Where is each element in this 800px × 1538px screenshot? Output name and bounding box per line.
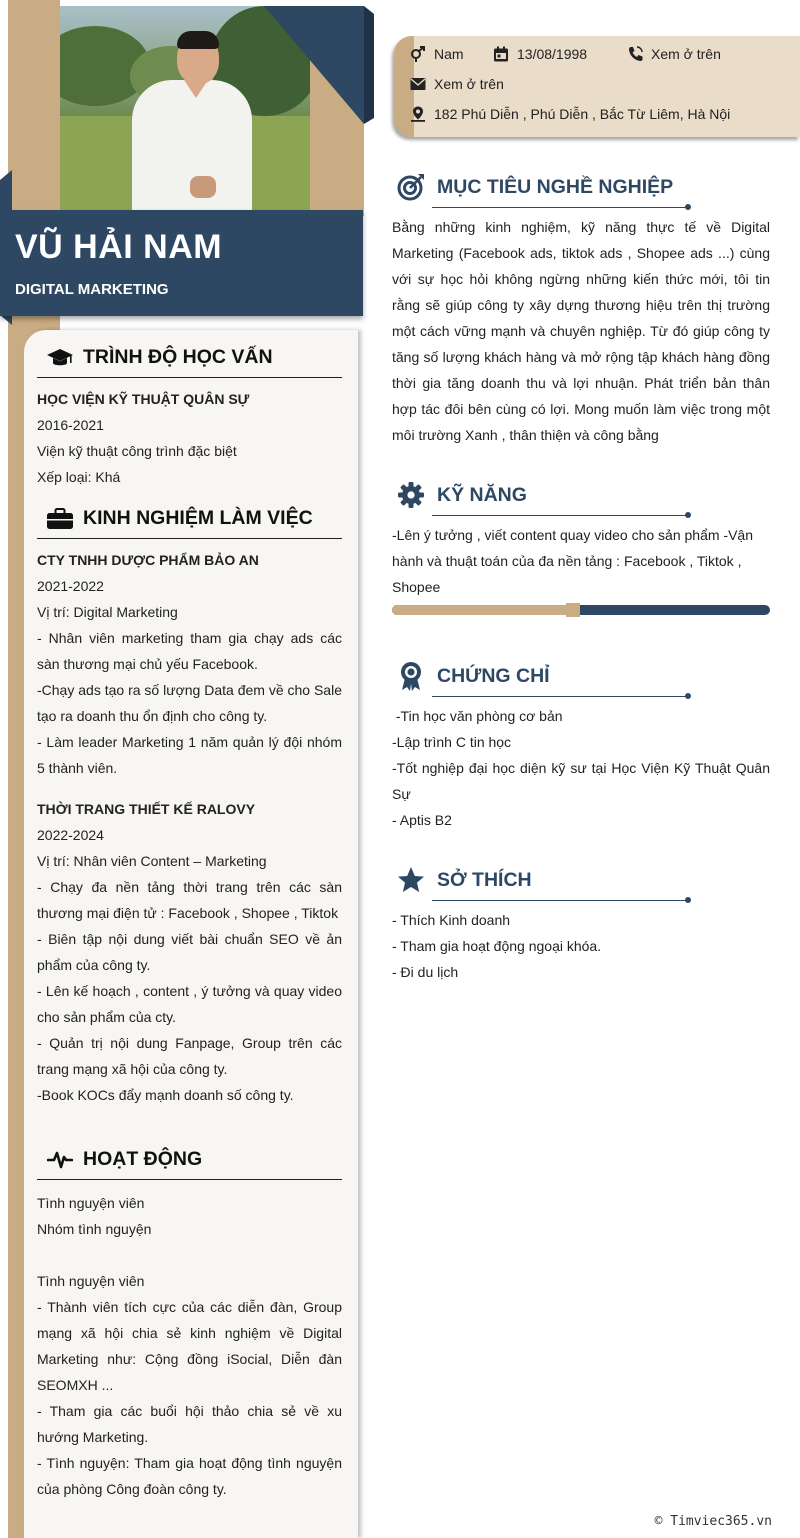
section-header — [392, 659, 770, 693]
map-pin-icon — [410, 106, 426, 122]
section-header — [392, 170, 770, 204]
decorative-ribbon — [264, 6, 374, 124]
birthday-value: 13/08/1998 — [517, 46, 588, 62]
skill-progress-bar — [392, 605, 770, 615]
skills-section — [392, 478, 770, 600]
section-title: KINH NGHIỆM LÀM VIỆC — [83, 507, 313, 529]
objective-text: Bằng những kinh nghiệm, kỹ năng thực tế về Digital Marketing (Facebook ads, tiktok ads , Shopee ads ...) cùng với sự học hỏi không ngừng những kiến thức mới, tôi tin rằng sẽ giúp công ty xây dựng thương hiệu trên thị trường một cách vững mạnh và chuyên nghiệp. Từ đó giúp công ty tăng số lượng khách hàng và mở rộng tập khách hàng đồng thời gia tăng doanh thu và lợi nhuận. Phát triển bản thân hợp tác đôi bên cùng có lợi. Mong muốn làm việc trong một môi trường Xanh , thân thiện và công bằng — [392, 219, 770, 443]
mail-icon — [410, 77, 426, 91]
section-header — [37, 338, 342, 378]
section-title: MỤC TIÊU NGHỀ NGHIỆP — [437, 175, 674, 198]
job-position: Vị trí: Nhân viên Content – Marketing — [37, 853, 267, 869]
job-period: 2022-2024 — [37, 827, 104, 843]
section-header — [37, 1140, 342, 1180]
activity-line: Tình nguyện viên — [37, 1195, 145, 1211]
job-detail: - Quản trị nội dung Fanpage, Group trên các trang mạng xã hội của công ty. — [37, 1035, 342, 1077]
activity-role: Tình nguyện viên — [37, 1273, 145, 1289]
certificates-section — [392, 659, 770, 833]
job-detail: - Nhân viên marketing tham gia chạy ads các sàn thương mại chủ yếu Facebook. — [37, 630, 342, 672]
activity-line: Nhóm tình nguyện — [37, 1221, 152, 1237]
contact-gender — [410, 46, 464, 62]
activity-detail: - Tình nguyện: Tham gia hoạt động tình nguyện của phòng Công đoàn công ty. — [37, 1455, 342, 1497]
contact-address — [410, 106, 730, 122]
address-value: 182 Phú Diễn , Phú Diễn , Bắc Từ Liêm, Hà Nội — [434, 106, 731, 122]
job-detail: -Book KOCs đẩy mạnh doanh số công ty. — [37, 1087, 294, 1103]
job-detail: - Biên tập nội dung viết bài chuẩn SEO về ản phẩm của công ty. — [37, 931, 342, 973]
activity-detail: - Thành viên tích cực của các diễn đàn, Group mạng xã hội chia sẻ kinh nghiệm về Digital Marketing như: Cộng đồng iSocial, Diễn đàn SEOMXH ... — [37, 1299, 342, 1393]
job-detail: - Lên kế hoạch , content , ý tưởng và quay video cho sản phẩm của cty. — [37, 983, 342, 1025]
experience-section — [37, 499, 342, 1108]
job-position: Vị trí: Digital Marketing — [37, 604, 178, 620]
activity-detail: - Tham gia các buổi hội thảo chia sẻ về xu hướng Marketing. — [37, 1403, 342, 1445]
company-name: THỜI TRANG THIẾT KẾ RALOVY — [37, 801, 256, 817]
certificate-item: - Aptis B2 — [392, 812, 452, 828]
section-header — [392, 863, 770, 897]
contact-email — [410, 76, 504, 92]
gender-icon — [410, 46, 426, 62]
hobbies-section — [392, 863, 770, 985]
award-icon — [396, 661, 426, 691]
person-name: VŨ HẢI NAM — [15, 228, 223, 266]
footer-watermark: © Timviec365.vn — [654, 1514, 772, 1529]
calendar-icon — [493, 46, 509, 62]
job-period: 2021-2022 — [37, 578, 104, 594]
phone-icon — [627, 46, 643, 62]
skill-progress-fill — [392, 605, 573, 615]
section-header — [37, 499, 342, 539]
target-icon — [396, 172, 426, 202]
star-icon — [396, 865, 426, 895]
certificate-item: -Tốt nghiệp đại học diện kỹ sư tại Học Viện Kỹ Thuật Quân Sự — [392, 760, 770, 802]
certificate-item: -Lập trình C tin học — [392, 734, 512, 750]
hobby-item: - Thích Kinh doanh — [392, 912, 511, 928]
school-name: HỌC VIỆN KỸ THUẬT QUÂN SỰ — [37, 391, 250, 407]
job-detail: -Chạy ads tạo ra số lượng Data đem về cho Sale tạo ra doanh thu ổn định cho công ty. — [37, 682, 342, 724]
skills-text: -Lên ý tưởng , viết content quay video cho sản phẩm -Vận hành và thuật toán của đa nền tảng : Facebook , Tiktok , Shopee — [392, 527, 753, 595]
job-detail: - Làm leader Marketing 1 năm quản lý đội nhóm 5 thành viên. — [37, 734, 342, 776]
section-title: KỸ NĂNG — [437, 483, 527, 506]
person-role: DIGITAL MARKETING — [15, 281, 169, 298]
gear-icon — [396, 480, 426, 510]
certificate-item: -Tin học văn phòng cơ bản — [392, 708, 563, 724]
graduation-cap-icon — [47, 345, 73, 371]
gender-value: Nam — [434, 46, 464, 62]
education-period: 2016-2021 — [37, 417, 104, 433]
email-value: Xem ở trên — [434, 76, 504, 92]
education-major: Viện kỹ thuật công trình đặc biệt — [37, 443, 237, 459]
skill-progress-knob — [566, 603, 580, 617]
company-name: CTY TNHH DƯỢC PHẨM BẢO AN — [37, 552, 259, 568]
pulse-icon — [47, 1147, 73, 1173]
objective-section — [392, 170, 770, 448]
phone-value: Xem ở trên — [651, 46, 721, 62]
section-title: SỞ THÍCH — [437, 868, 532, 891]
hobby-item: - Đi du lịch — [392, 964, 459, 980]
activities-section — [37, 1140, 342, 1502]
job-detail: - Chạy đa nền tảng thời trang trên các sàn thương mại điện tử : Facebook , Shopee , Tiktok — [37, 879, 342, 921]
education-grade: Xếp loại: Khá — [37, 469, 121, 485]
section-title: TRÌNH ĐỘ HỌC VẤN — [83, 346, 273, 368]
contact-birthday — [493, 46, 587, 62]
section-title: CHỨNG CHỈ — [437, 664, 550, 687]
section-header — [392, 478, 770, 512]
education-section — [37, 338, 342, 490]
section-title: HOẠT ĐỘNG — [83, 1148, 203, 1170]
briefcase-icon — [47, 506, 73, 532]
hobby-item: - Tham gia hoạt động ngoại khóa. — [392, 938, 602, 954]
name-banner — [0, 210, 363, 316]
contact-phone — [627, 46, 721, 62]
